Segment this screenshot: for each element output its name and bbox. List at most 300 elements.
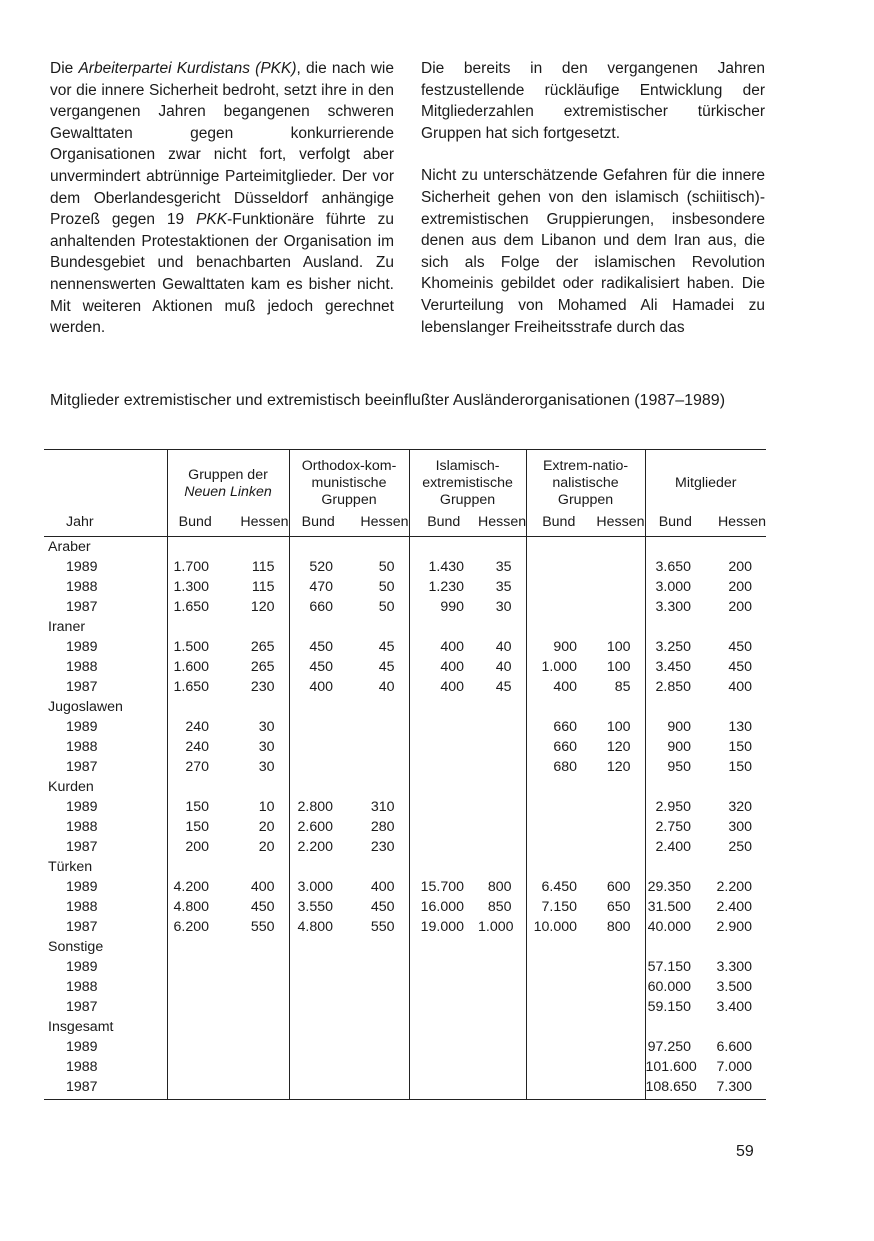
- bund-value: 400: [409, 657, 478, 677]
- hessen-value: 7.000: [716, 1059, 753, 1075]
- hessen-value: [478, 957, 526, 977]
- bund-value: 29.350: [645, 877, 705, 897]
- bund-value: 2.600: [289, 817, 347, 837]
- bund-value: 240: [167, 717, 223, 737]
- table-row: [44, 577, 766, 597]
- header-line: Gruppen: [321, 492, 377, 508]
- bund-value: 900: [645, 737, 705, 757]
- hessen-value: 6.600: [716, 1039, 753, 1055]
- bund-value: [409, 1077, 478, 1100]
- bund-value: [409, 797, 478, 817]
- bund-value: 3.450: [645, 657, 705, 677]
- bund-value: 150: [167, 817, 223, 837]
- hessen-header: Hessen: [705, 512, 766, 537]
- hessen-value: [478, 717, 526, 737]
- header-line: Islamisch-: [435, 458, 500, 474]
- empty-cell: [526, 537, 591, 558]
- hessen-value: [591, 997, 645, 1017]
- bund-value: 4.800: [167, 897, 223, 917]
- empty-cell: [347, 937, 409, 957]
- empty-cell: [526, 777, 591, 797]
- empty-cell: [289, 1017, 347, 1037]
- hessen-header: Hessen: [347, 512, 409, 537]
- hessen-value: 40: [378, 679, 395, 695]
- hessen-header: Hessen: [478, 512, 526, 537]
- bund-header: Bund: [167, 512, 223, 537]
- bund-value: 15.700: [409, 877, 478, 897]
- hessen-header: Hessen: [591, 512, 645, 537]
- hessen-value: 600: [606, 879, 631, 895]
- hessen-value: 100: [606, 719, 631, 735]
- bund-value: [409, 757, 478, 777]
- table-row: [44, 1037, 766, 1057]
- bund-value: 1.650: [167, 597, 223, 617]
- table-row: [44, 737, 766, 757]
- table-row: [44, 757, 766, 777]
- bund-value: 4.200: [167, 877, 223, 897]
- empty-cell: [167, 777, 223, 797]
- bund-value: 2.400: [645, 837, 705, 857]
- hessen-value: 265: [250, 659, 275, 675]
- empty-cell: [347, 537, 409, 558]
- bund-value: [289, 757, 347, 777]
- bund-header: Bund: [409, 512, 478, 537]
- group-label: Insgesamt: [48, 1019, 114, 1035]
- bund-value: 59.150: [645, 997, 705, 1017]
- empty-cell: [347, 857, 409, 877]
- bund-value: [167, 957, 223, 977]
- hessen-value: 2.900: [716, 919, 753, 935]
- right-paragraph-2: Nicht zu unterschätzende Gefahren für die innere Sicherheit gehen von den islamisch (schiitisch)-extremistischen Gruppierungen, insbesondere denen aus dem Libanon und dem Iran aus, die sich als Folge der islamischen Revolution Khomeinis gebildet oder radikalisiert haben. Die Verurteilung von Mohamed Ali Hamadei zu lebenslanger Freiheitsstrafe durch das: [421, 167, 765, 336]
- bund-value: 2.950: [645, 797, 705, 817]
- group-row: [44, 617, 766, 637]
- bund-value: 240: [167, 737, 223, 757]
- bund-value: 200: [167, 837, 223, 857]
- header-extrem-national: [526, 450, 645, 513]
- empty-cell: [289, 777, 347, 797]
- table-row: [44, 997, 766, 1017]
- empty-cell: [409, 697, 478, 717]
- empty-cell: [705, 777, 766, 797]
- hessen-value: [223, 957, 289, 977]
- bund-value: 990: [409, 597, 478, 617]
- bund-value: 108.650: [645, 1077, 705, 1100]
- table-row: [44, 597, 766, 617]
- bund-value: 6.450: [526, 877, 591, 897]
- empty-cell: [705, 857, 766, 877]
- bund-value: [526, 817, 591, 837]
- bund-header: Bund: [645, 512, 705, 537]
- hessen-value: 3.300: [716, 959, 753, 975]
- year-cell: 1987: [66, 839, 98, 855]
- hessen-value: 450: [250, 899, 275, 915]
- hessen-value: 300: [728, 819, 753, 835]
- hessen-value: 230: [370, 839, 395, 855]
- bund-value: 950: [645, 757, 705, 777]
- bund-value: 16.000: [409, 897, 478, 917]
- hessen-value: 120: [250, 599, 275, 615]
- header-line: Mitglieder: [675, 475, 737, 491]
- bund-value: 97.250: [645, 1037, 705, 1057]
- bund-value: 660: [526, 717, 591, 737]
- bund-value: 1.700: [167, 557, 223, 577]
- bund-value: [167, 1037, 223, 1057]
- hessen-value: [347, 1057, 409, 1077]
- hessen-value: [223, 977, 289, 997]
- empty-cell: [645, 857, 705, 877]
- bund-value: [526, 957, 591, 977]
- bund-value: 900: [526, 637, 591, 657]
- table-caption: Mitglieder extremistischer und extremistisch beeinflußter Ausländerorganisationen (1987–1989): [50, 392, 726, 409]
- year-cell: 1987: [66, 679, 98, 695]
- hessen-value: 40: [495, 659, 512, 675]
- pkk-italic: PKK: [196, 211, 228, 229]
- bund-value: [409, 1037, 478, 1057]
- empty-cell: [409, 617, 478, 637]
- bund-value: 2.200: [289, 837, 347, 857]
- hessen-value: [478, 737, 526, 757]
- hessen-value: 320: [728, 799, 753, 815]
- empty-cell: [289, 857, 347, 877]
- year-cell: 1987: [44, 1077, 167, 1100]
- bund-value: 31.500: [645, 897, 705, 917]
- hessen-value: 450: [728, 659, 753, 675]
- year-cell: 1989: [66, 1039, 98, 1055]
- empty-cell: [289, 937, 347, 957]
- table-row: [44, 717, 766, 737]
- year-cell: 1987: [66, 759, 98, 775]
- hessen-value: 3.500: [716, 979, 753, 995]
- text-run: , die nach wie vor die innere Sicherheit bedroht, setzt ihre in den vergangenen Jahren begangenen schweren Gewalttaten gegen konkurrierende Organisationen zwar nicht fort, verfolgt aber unvermindert abtrünnige Parteimitglieder. Der vor dem Oberlandesgericht Düsseldorf anhängige Prozeß gegen 19: [50, 60, 394, 229]
- hessen-value: [478, 977, 526, 997]
- bund-value: 3.250: [645, 637, 705, 657]
- hessen-value: 550: [250, 919, 275, 935]
- bund-value: [526, 997, 591, 1017]
- table-row: [44, 897, 766, 917]
- group-label: Iraner: [48, 619, 86, 635]
- header-line: nalistische: [552, 475, 619, 491]
- bund-value: 400: [526, 677, 591, 697]
- empty-cell: [645, 777, 705, 797]
- bund-value: [409, 737, 478, 757]
- group-row: [44, 777, 766, 797]
- empty-cell: [526, 697, 591, 717]
- header-line: Neuen Linken: [184, 483, 272, 500]
- empty-cell: [167, 537, 223, 558]
- header-line: Extrem-natio-: [542, 458, 629, 474]
- hessen-value: 45: [378, 639, 395, 655]
- year-cell: 1988: [66, 739, 98, 755]
- party-name-italic: Arbeiterpartei Kurdistans (PKK): [78, 60, 297, 77]
- empty-cell: [591, 937, 645, 957]
- empty-cell: [645, 617, 705, 637]
- right-text-column: [421, 58, 765, 338]
- empty-cell: [167, 617, 223, 637]
- bund-value: 470: [289, 577, 347, 597]
- group-label: Sonstige: [48, 939, 104, 955]
- bund-value: 19.000: [409, 917, 478, 937]
- bund-value: 2.750: [645, 817, 705, 837]
- empty-cell: [289, 697, 347, 717]
- hessen-value: [478, 837, 526, 857]
- bund-value: 60.000: [645, 977, 705, 997]
- empty-cell: [645, 937, 705, 957]
- year-cell: 1987: [66, 919, 98, 935]
- hessen-value: 100: [606, 659, 631, 675]
- bund-value: 1.500: [167, 637, 223, 657]
- bund-header: Bund: [526, 512, 591, 537]
- empty-cell: [223, 697, 289, 717]
- bund-value: 57.150: [645, 957, 705, 977]
- bund-value: 7.150: [526, 897, 591, 917]
- hessen-value: [591, 597, 645, 617]
- group-row: [44, 697, 766, 717]
- hessen-value: [478, 1077, 526, 1100]
- bund-value: [409, 957, 478, 977]
- empty-cell: [705, 697, 766, 717]
- hessen-value: 850: [487, 899, 512, 915]
- hessen-value: 2.200: [716, 879, 753, 895]
- header-line: munistische: [311, 475, 387, 491]
- hessen-value: 50: [378, 579, 395, 595]
- hessen-value: [347, 1037, 409, 1057]
- hessen-value: 150: [728, 739, 753, 755]
- header-line: Gruppen: [439, 492, 496, 508]
- hessen-value: [347, 717, 409, 737]
- empty-cell: [478, 857, 526, 877]
- empty-cell: [591, 777, 645, 797]
- bund-value: [167, 1057, 223, 1077]
- hessen-value: 265: [250, 639, 275, 655]
- table-row: [44, 637, 766, 657]
- hessen-value: [591, 1037, 645, 1057]
- empty-cell: [409, 537, 478, 558]
- table-row: [44, 657, 766, 677]
- left-text-column: [50, 58, 394, 339]
- bund-value: [526, 837, 591, 857]
- empty-cell: [347, 617, 409, 637]
- membership-table: [44, 449, 766, 1100]
- empty-cell: [591, 857, 645, 877]
- hessen-value: 230: [250, 679, 275, 695]
- bund-value: [526, 977, 591, 997]
- bund-value: [289, 1037, 347, 1057]
- year-cell: 1989: [66, 639, 98, 655]
- year-cell: 1987: [66, 999, 98, 1015]
- bund-value: [526, 597, 591, 617]
- hessen-value: 400: [370, 879, 395, 895]
- hessen-value: [591, 837, 645, 857]
- bund-value: 40.000: [645, 917, 705, 937]
- year-cell: 1988: [66, 659, 98, 675]
- header-orthodox: [289, 450, 409, 513]
- bund-value: [289, 977, 347, 997]
- hessen-value: 3.400: [716, 999, 753, 1015]
- bund-value: 1.430: [409, 557, 478, 577]
- empty-cell: [167, 1017, 223, 1037]
- empty-cell: [167, 857, 223, 877]
- empty-cell: [478, 537, 526, 558]
- empty-cell: [526, 857, 591, 877]
- empty-cell: [167, 937, 223, 957]
- hessen-value: 45: [495, 679, 512, 695]
- bund-value: 101.600: [645, 1057, 705, 1077]
- bund-value: 520: [289, 557, 347, 577]
- hessen-value: [591, 977, 645, 997]
- table-row: [44, 977, 766, 997]
- table-body: [44, 537, 766, 1100]
- hessen-value: 450: [370, 899, 395, 915]
- year-cell: 1988: [66, 979, 98, 995]
- hessen-value: 200: [728, 579, 753, 595]
- bund-value: 10.000: [526, 917, 591, 937]
- hessen-value: 120: [606, 759, 631, 775]
- empty-cell: [409, 937, 478, 957]
- hessen-value: [591, 1077, 645, 1100]
- hessen-value: [223, 1057, 289, 1077]
- group-row: [44, 1017, 766, 1037]
- hessen-value: 50: [378, 559, 395, 575]
- hessen-value: [478, 1057, 526, 1077]
- hessen-value: [591, 817, 645, 837]
- group-row: [44, 537, 766, 558]
- hessen-value: [347, 737, 409, 757]
- hessen-value: 35: [495, 579, 512, 595]
- bund-value: 1.650: [167, 677, 223, 697]
- hessen-value: 200: [728, 599, 753, 615]
- hessen-value: 200: [728, 559, 753, 575]
- hessen-value: 130: [728, 719, 753, 735]
- hessen-value: 50: [378, 599, 395, 615]
- hessen-value: 85: [614, 679, 631, 695]
- year-cell: 1987: [66, 599, 98, 615]
- hessen-value: [478, 797, 526, 817]
- empty-cell: [223, 537, 289, 558]
- empty-cell: [289, 617, 347, 637]
- hessen-value: [478, 757, 526, 777]
- bund-value: [289, 717, 347, 737]
- hessen-value: 400: [728, 679, 753, 695]
- hessen-value: 650: [606, 899, 631, 915]
- hessen-value: 30: [258, 759, 275, 775]
- hessen-value: [591, 577, 645, 597]
- bund-value: 400: [409, 637, 478, 657]
- empty-cell: [478, 697, 526, 717]
- empty-cell: [409, 857, 478, 877]
- group-row: [44, 937, 766, 957]
- empty-cell: [526, 1017, 591, 1037]
- bund-value: 6.200: [167, 917, 223, 937]
- table-row: [44, 837, 766, 857]
- empty-cell: [409, 777, 478, 797]
- hessen-value: [347, 1077, 409, 1100]
- empty-cell: [526, 937, 591, 957]
- table-row: [44, 917, 766, 937]
- bund-value: 400: [289, 677, 347, 697]
- empty-cell: [591, 617, 645, 637]
- table-row: [44, 1057, 766, 1077]
- empty-cell: [347, 777, 409, 797]
- hessen-value: [223, 1037, 289, 1057]
- text-run: Die: [50, 60, 79, 77]
- bund-value: [409, 997, 478, 1017]
- empty-cell: [478, 937, 526, 957]
- empty-cell: [591, 697, 645, 717]
- hessen-value: 280: [370, 819, 395, 835]
- table-row: [44, 1077, 766, 1100]
- bund-value: 1.600: [167, 657, 223, 677]
- empty-cell: [223, 777, 289, 797]
- bund-value: [289, 1077, 347, 1100]
- bund-value: 150: [167, 797, 223, 817]
- table-subheader-row: [44, 512, 766, 537]
- bund-value: 660: [526, 737, 591, 757]
- hessen-value: 7.300: [705, 1077, 766, 1100]
- table-row: [44, 817, 766, 837]
- hessen-value: [223, 1077, 289, 1100]
- bund-value: 2.800: [289, 797, 347, 817]
- table-header-row: [44, 450, 766, 513]
- empty-cell: [705, 937, 766, 957]
- left-paragraph: [50, 58, 394, 339]
- hessen-value: [591, 557, 645, 577]
- group-row: [44, 857, 766, 877]
- hessen-value: 20: [258, 819, 275, 835]
- bund-value: 3.000: [645, 577, 705, 597]
- empty-cell: [289, 537, 347, 558]
- group-label: Jugoslawen: [48, 699, 123, 715]
- empty-cell: [705, 537, 766, 558]
- hessen-value: 40: [495, 639, 512, 655]
- empty-cell: [223, 1017, 289, 1037]
- bund-value: [526, 797, 591, 817]
- header-line: Gruppen der: [188, 466, 268, 483]
- table-row: [44, 557, 766, 577]
- header-line: Gruppen: [557, 492, 614, 508]
- bund-value: [526, 577, 591, 597]
- hessen-value: 30: [495, 599, 512, 615]
- hessen-value: [591, 797, 645, 817]
- hessen-value: [347, 957, 409, 977]
- bund-value: 3.650: [645, 557, 705, 577]
- bund-value: 450: [289, 637, 347, 657]
- empty-cell: [591, 1017, 645, 1037]
- text-run: -Funktionäre führte zu anhaltenden Protestaktionen der Organisation im Bundesgebiet und benachbarten Ausland. Zu nennenswerten Gewalttaten kam es bisher nicht. Mit weiteren Aktionen muß jedoch gerechnet werden.: [50, 211, 394, 337]
- year-cell: 1988: [66, 1059, 98, 1075]
- year-cell: 1989: [66, 879, 98, 895]
- hessen-value: 1.000: [478, 919, 514, 935]
- hessen-value: 150: [728, 759, 753, 775]
- page-number: 59: [736, 1143, 754, 1160]
- bund-value: 660: [289, 597, 347, 617]
- group-label: Araber: [48, 539, 91, 555]
- year-cell: 1989: [66, 959, 98, 975]
- empty-cell: [526, 617, 591, 637]
- hessen-value: 250: [728, 839, 753, 855]
- header-mitglieder: [645, 450, 766, 513]
- hessen-value: 800: [606, 919, 631, 935]
- year-cell: 1988: [66, 899, 98, 915]
- header-neue-linke: [167, 450, 289, 513]
- hessen-header: Hessen: [223, 512, 289, 537]
- bund-value: [289, 957, 347, 977]
- empty-cell: [645, 697, 705, 717]
- bund-value: 2.850: [645, 677, 705, 697]
- table-row: [44, 957, 766, 977]
- bund-value: [167, 997, 223, 1017]
- bund-value: 3.000: [289, 877, 347, 897]
- bund-value: [289, 997, 347, 1017]
